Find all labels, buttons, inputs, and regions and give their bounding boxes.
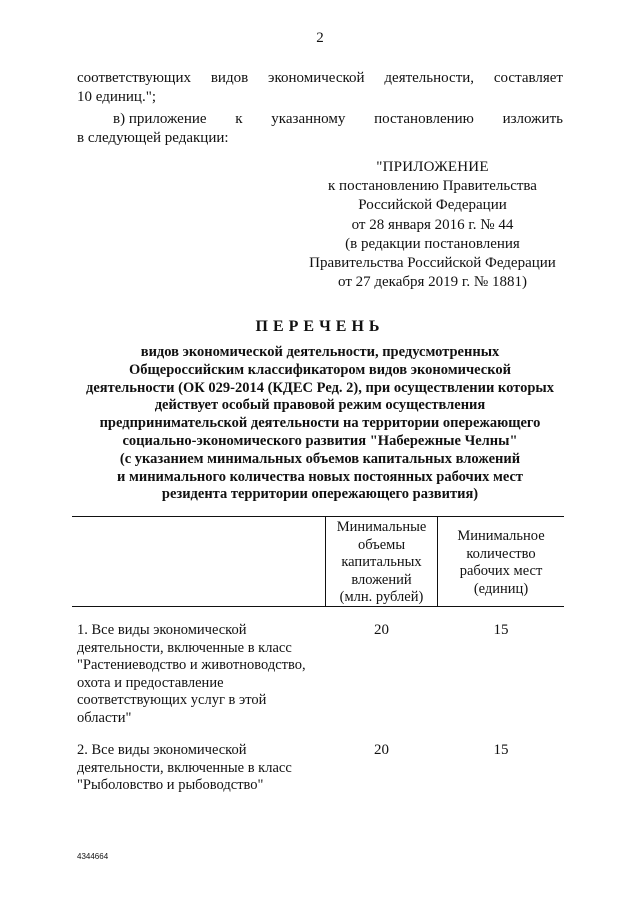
row-line: охота и предоставление (77, 674, 224, 691)
list-subtitle (80, 344, 560, 504)
annex-line: (в редакции постановления (345, 235, 520, 252)
subtitle-line: социально-экономического развития "Набережные Челны" (122, 432, 518, 449)
intro-word: указанному (271, 111, 346, 127)
intro-word: к (235, 111, 243, 127)
row-line: "Растениеводство и животноводство, (77, 657, 306, 673)
header-line: Минимальное (457, 528, 545, 544)
row-line: "Рыболовство и рыбоводство" (77, 777, 264, 793)
subtitle-line: резидента территории опережающего развития) (161, 486, 479, 503)
header-line: рабочих мест (459, 563, 543, 579)
header-line: капитальных (341, 554, 422, 570)
intro-word: экономической (268, 70, 365, 86)
subtitle-line: и минимального количества новых постоянных рабочих мест (116, 468, 523, 485)
intro-word: постановлению (374, 111, 474, 127)
intro-word: деятельности, (384, 70, 475, 86)
subtitle-line: действует особый правовой режим осуществления (154, 397, 486, 414)
subtitle-line: предпринимательской деятельности на территории опережающего (99, 415, 541, 432)
header-line: Минимальные (336, 519, 427, 535)
row-jobs-value: 15 (493, 622, 509, 638)
annex-line: к постановлению Правительства (328, 178, 537, 195)
header-line: (млн. рублей) (339, 589, 424, 605)
header-line: количество (466, 545, 536, 562)
subtitle-line: Общероссийским классификатором видов экономической (129, 361, 511, 378)
subtitle-line: видов экономической деятельности, предусмотренных (140, 344, 500, 360)
subtitle-line: деятельности (ОК 029-2014 (КДЕС Ред. 2), при осуществлении которых (86, 379, 554, 396)
table-top-rule (72, 516, 564, 517)
page-number: 2 (316, 30, 324, 46)
header-line: вложений (351, 571, 412, 588)
subtitle-line: (с указанием минимальных объемов капитальных вложений (119, 450, 521, 467)
intro-word: изложить (502, 111, 563, 127)
row-line: деятельности, включенные в класс (77, 639, 292, 656)
intro-word: соответствующих (77, 70, 191, 86)
table-header-rule (72, 606, 564, 607)
header-jobs (438, 528, 564, 598)
row-line: 1. Все виды экономической (77, 622, 247, 638)
annex-line: Российской Федерации (358, 197, 507, 214)
row-line: области" (77, 709, 132, 726)
intro-line-1 (77, 70, 563, 87)
row-line: деятельности, включенные в класс (77, 759, 292, 776)
intro-line-3 (113, 111, 563, 128)
annex-line: от 28 января 2016 г. № 44 (351, 216, 514, 233)
list-heading: ПЕРЕЧЕНЬ (255, 318, 385, 335)
header-investment (326, 519, 437, 607)
intro-line-2: 10 единиц."; (77, 89, 156, 105)
intro-word: в) приложение (113, 111, 207, 127)
annex-title: "ПРИЛОЖЕНИЕ (376, 159, 489, 175)
row-investment-value: 20 (374, 622, 389, 638)
row-investment-value: 20 (374, 742, 389, 758)
row-line: 2. Все виды экономической (77, 742, 247, 758)
table-row-description (77, 622, 327, 727)
header-line: объемы (357, 536, 406, 553)
intro-word: составляет (493, 70, 563, 86)
document-code: 4344664 (77, 852, 109, 861)
intro-line-4: в следующей редакции: (77, 130, 229, 146)
annex-line: Правительства Российской Федерации (309, 255, 556, 272)
annex-block (300, 158, 565, 292)
row-line: соответствующих услуг в этой (77, 692, 267, 708)
row-jobs-value: 15 (493, 742, 509, 758)
header-line: (единиц) (473, 580, 529, 597)
table-row-description (77, 742, 327, 795)
intro-word: видов (210, 70, 249, 86)
annex-line: от 27 декабря 2019 г. № 1881) (338, 274, 527, 291)
